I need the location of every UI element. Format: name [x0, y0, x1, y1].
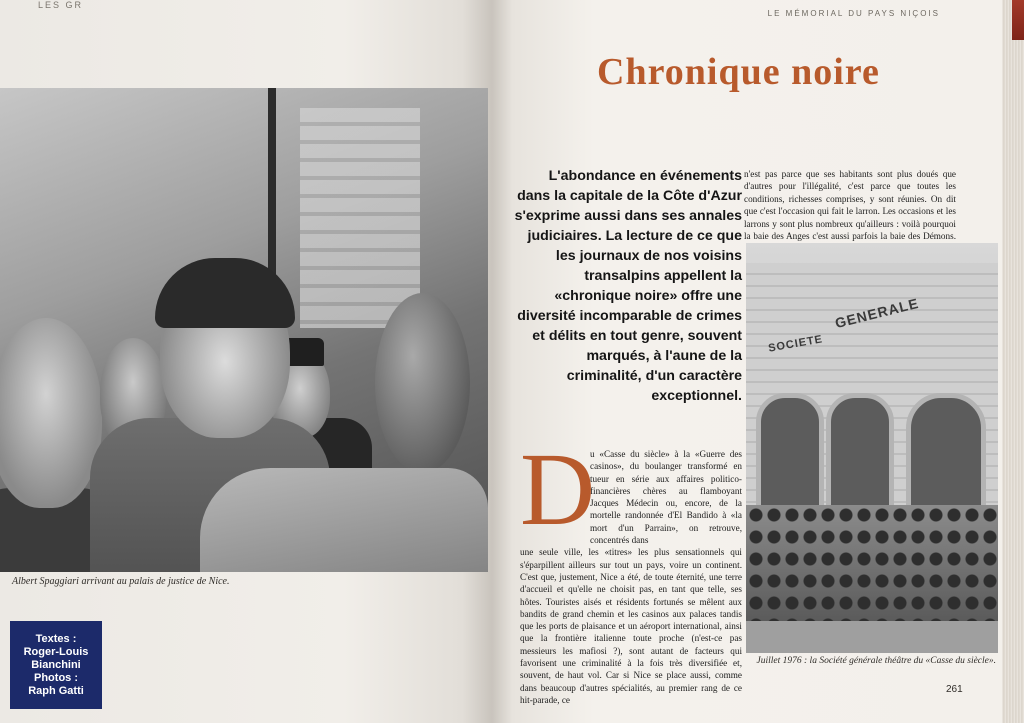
societe-generale-photo	[746, 243, 998, 653]
left-photo-caption: Albert Spaggiari arrivant au palais de justice de Nice.	[12, 576, 230, 587]
drop-cap: D	[520, 432, 596, 547]
right-running-header: LE MÉMORIAL DU PAYS NIÇOIS	[767, 9, 940, 18]
page-number: 261	[946, 684, 963, 695]
body-second-paragraph: une seule ville, les «titres» les plus sensationnels qui s'éparpillent ailleurs sur tout un pays, voire un continent. C'est que, justement, Nice a été, de toute éternité, une terre d'accueil et qu'elle ne choisit pas, en tant que telle, ses hôtes. Touristes aisés et résidents fortunés se mêlent aux bandits de grand chemin et les casinos aux palaces tandis que les ports de plaisance et un aéroport international, ainsi que la frontière italienne toute proche (n'est-ce pas messieurs les mafiosi ?), sont autant de facteurs qui favorisent une criminalité à la fois très diversifiée et, souvent, de haut vol. Car si Nice se place aussi, comme dans beaucoup d'autres spécialités, au premier rang de ce hit-parade, ce	[520, 547, 742, 705]
right-page	[492, 0, 1002, 723]
credits-box	[10, 621, 102, 709]
spaggiari-photo	[0, 88, 488, 572]
bookmark-ribbon	[1012, 0, 1024, 40]
article-lead: L'abondance en événements dans la capitale de la Côte d'Azur s'exprime aussi dans ses annales judiciaires. La lecture de ce que les journaux de nos voisins transalpins appellent la «chronique noire» offre une diversité incomparable de crimes et délits en tout genre, souvent marqués, à l'aune de la criminalité, d'un caractère exceptionnel.	[514, 168, 742, 404]
left-page	[0, 0, 492, 723]
photo-ground	[746, 621, 998, 653]
credits-photos-author: Raph Gatti	[28, 684, 84, 697]
photo-sign: SOCIETE	[767, 333, 824, 355]
photo-building	[300, 108, 420, 328]
photo-lamppost	[268, 88, 276, 278]
article-title: Chronique noire	[597, 51, 880, 93]
body-first-paragraph: u «Casse du siècle» à la «Guerre des casinos», du boulanger transformé en tueur en série aux affaires politico-financières chères au flamboyant Jacques Médecin ou, encore, de la mortelle randonnée d'El Bandido à «la mort d'un Parrain», on retrouve, concentrés dans	[590, 449, 742, 546]
column-top-text	[744, 168, 956, 255]
credits-texts-label: Textes :	[35, 632, 77, 645]
book-page-edges	[1002, 0, 1024, 723]
credits-texts-author: Roger-Louis Bianchini	[23, 645, 89, 671]
photo-sign: GENERALE	[833, 294, 921, 332]
column-top-paragraph: n'est pas parce que ses habitants sont plus doués que d'autres pour l'illégalité, c'est parce que toutes les conditions, richesses comprises, y sont réunies. On dit que c'est l'occasion qui fait le larron. Les occasions et les larrons y sont plus nombreux qu'ailleurs : voilà pourquoi la baie des Anges c'est aussi parfois la baie des Démons.	[744, 169, 956, 242]
photo-arch	[756, 393, 824, 523]
right-photo-caption: Juillet 1976 : la Société générale théâtre du «Casse du siècle».	[756, 656, 996, 666]
photo-arch	[826, 393, 894, 523]
photo-arch	[906, 393, 986, 523]
photo-figure	[200, 468, 488, 572]
credits-photos-label: Photos :	[34, 671, 78, 684]
photo-figure	[0, 318, 102, 508]
photo-figure	[375, 293, 470, 473]
left-running-header: LES GR	[38, 0, 84, 10]
